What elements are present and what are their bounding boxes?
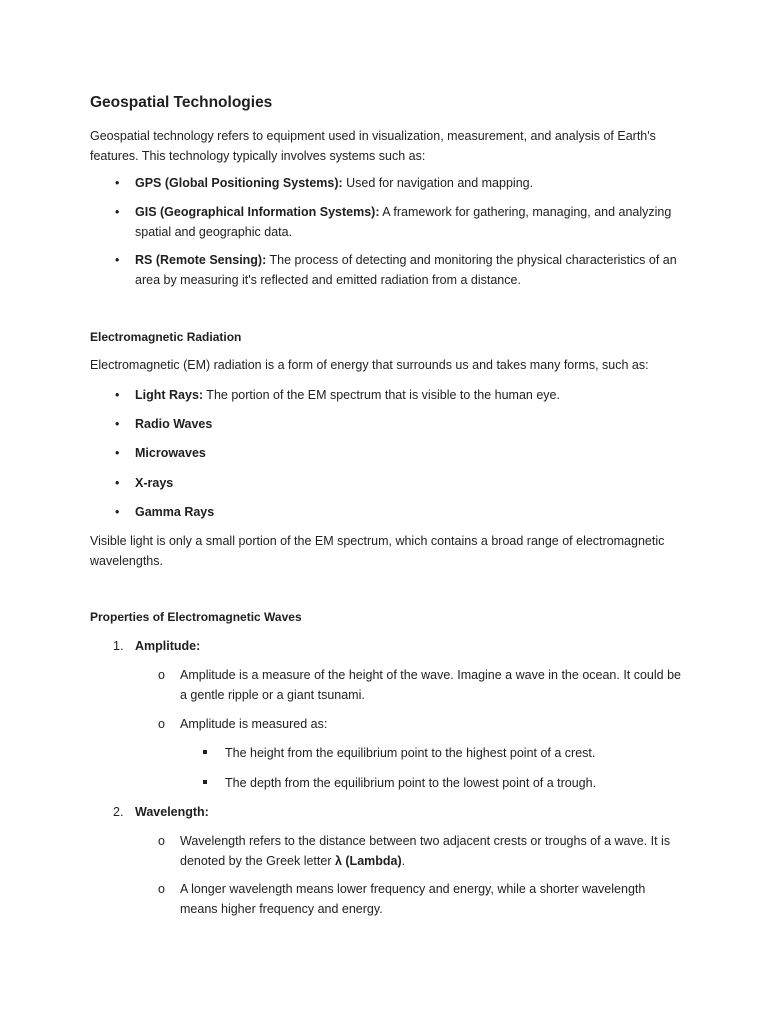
amplitude-measure-trough: The depth from the equilibrium point to the lowest point of a trough. — [225, 776, 597, 790]
wavelength-definition-end: . — [401, 853, 406, 868]
bullet-marker: • — [115, 417, 120, 431]
term-description: A framework for gathering, managing, and analyzing spatial and geographic data. — [135, 205, 672, 239]
bullet-marker: • — [115, 505, 120, 519]
term-label: RS (Remote Sensing): — [135, 253, 267, 267]
page-title: Geospatial Technologies — [90, 94, 273, 111]
list-number: 2. — [113, 805, 124, 819]
term-description: Used for navigation and mapping. — [342, 176, 534, 190]
bullet-marker: • — [115, 176, 120, 190]
sub-bullet-marker: o — [158, 668, 165, 682]
term-label: Light Rays: — [135, 388, 204, 402]
amplitude-measured-as: Amplitude is measured as: — [180, 717, 328, 731]
bullet-marker: • — [115, 476, 120, 490]
wavelength-definition — [180, 832, 685, 871]
property-amplitude-name: Amplitude: — [135, 639, 201, 653]
sub-bullet-marker: o — [158, 834, 165, 848]
em-intro-paragraph: Electromagnetic (EM) radiation is a form of energy that surrounds us and takes many forms, such as: — [90, 358, 649, 372]
list-item-gamma-rays: Gamma Rays — [135, 505, 215, 519]
property-wavelength-name: Wavelength: — [135, 805, 209, 819]
list-item-x-rays: X-rays — [135, 476, 174, 490]
term-description: The portion of the EM spectrum that is visible to the human eye. — [203, 388, 560, 402]
term-label: GPS (Global Positioning Systems): — [135, 176, 343, 190]
bullet-marker: • — [115, 388, 120, 402]
square-bullet-marker — [203, 744, 207, 764]
bullet-marker: • — [115, 446, 120, 460]
list-item-microwaves: Microwaves — [135, 446, 206, 460]
bullet-marker: • — [115, 205, 120, 219]
term-label: GIS (Geographical Information Systems): — [135, 205, 380, 219]
list-item-gis — [135, 203, 685, 242]
section-heading-em-radiation: Electromagnetic Radiation — [90, 330, 242, 344]
wavelength-definition-text: Wavelength refers to the distance between two adjacent crests or troughs of a wave. It is denoted by the Greek letter — [180, 834, 671, 868]
wavelength-frequency-relation: A longer wavelength means lower frequency and energy, while a shorter wavelength means higher frequency and energy. — [180, 882, 646, 916]
sub-bullet-marker: o — [158, 717, 165, 731]
amplitude-definition: Amplitude is a measure of the height of the wave. Imagine a wave in the ocean. It could be a gentle ripple or a giant tsunami. — [180, 668, 681, 702]
bullet-marker: • — [115, 253, 120, 267]
list-item-rs — [135, 251, 685, 290]
list-item-radio-waves: Radio Waves — [135, 417, 213, 431]
section-heading-properties: Properties of Electromagnetic Waves — [90, 610, 302, 624]
sub-bullet-marker: o — [158, 882, 165, 896]
lambda-symbol-label: λ (Lambda) — [334, 853, 402, 868]
amplitude-measure-crest: The height from the equilibrium point to the highest point of a crest. — [225, 746, 596, 760]
intro-paragraph: Geospatial technology refers to equipment used in visualization, measurement, and analysis of Earth's features. This technology typically involves systems such as: — [90, 129, 656, 163]
list-item-gps — [135, 174, 685, 194]
em-outro-paragraph: Visible light is only a small portion of the EM spectrum, which contains a broad range of electromagnetic wavelengths. — [90, 534, 665, 568]
list-item-light-rays — [135, 386, 685, 406]
term-description: The process of detecting and monitoring the physical characteristics of an area by measuring it's reflected and emitted radiation from a distance. — [135, 253, 677, 287]
square-bullet-marker — [203, 774, 207, 794]
list-number: 1. — [113, 639, 124, 653]
